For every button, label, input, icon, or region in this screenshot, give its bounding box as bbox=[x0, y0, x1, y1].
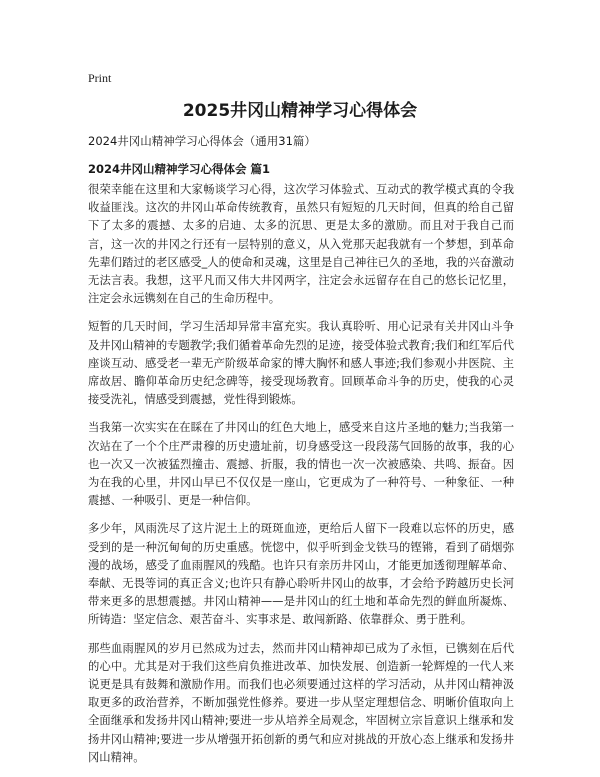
article-body bbox=[88, 181, 514, 777]
paragraph-5: 那些血雨腥风的岁月已然成为过去，然而井冈山精神却已成为了永恒，已镌刻在后代的心中。尤其是对于我们这些肩负推进改革、加快发展、创造新一轮辉煌的一代人来说更是具有鼓舞和激励作用。而我们也必须要通过这样的学习活动，从井冈山精神汲取更多的政治营养，不断加强党性修养。要进一步从坚定理想信念、明晰价值取向上全面继承和发扬井冈山精神;要进一步从培养全局观念，牢固树立宗旨意识上继承和发扬井冈山精神;要进一步从增强开拓创新的勇气和应对挑战的开放心态上继承和发扬井冈山精神。 bbox=[88, 641, 514, 764]
paragraph-2: 短暂的几天时间，学习生活却异常丰富充实。我认真聆听、用心记录有关井冈山斗争及井冈山精神的专题教学;我们循着革命先烈的足迹，接受体验式教育;我们和红军后代座谈互动、感受老一辈无产阶级革命家的博大胸怀和感人事迹;我们参观小井医院、主席故居、瞻仰革命历史纪念碑等，接受现场教育。回顾革命斗争的历史，使我的心灵接受洗礼，情感受到震撼，党性得到锻炼。 bbox=[88, 320, 514, 407]
paragraph-1: 很荣幸能在这里和大家畅谈学习心得，这次学习体验式、互动式的教学模式真的令我收益匪浅。这次的井冈山革命传统教育，虽然只有短短的几天时间，但真的给自己留下了太多的震撼、太多的启迪、太多的沉思、更是太多的激励。而且对于我自己而言，这一次的井冈之行还有一层特别的意义，从入党那天起我就有一个梦想，到革命先辈们踏过的老区感受_人的使命和灵魂，这里是自己神往已久的圣地，我的兴奋激动无法言表。我想，这平凡而又伟大井冈两字，注定会永远留存在自己的悠长记忆里，注定会永远镌刻在自己的生命历程中。 bbox=[88, 183, 514, 306]
document-title: 2025井冈山精神学习心得体会 bbox=[182, 101, 418, 121]
paragraph-3: 当我第一次实实在在睬在了井冈山的红色大地上，感受来自这片圣地的魅力;当我第一次站在了一个个庄严肃穆的历史遗址前，切身感受这一段段荡气回肠的故事，我的心也一次又一次被猛烈撞击、震撼、折服，我的情也一次一次被感染、共鸣、振奋。因为在我的心里，井冈山早已不仅仅是一座山，它更成为了一种符号、一种象征、一种震撼、一种吸引、更是一种信仰。 bbox=[88, 421, 514, 508]
print-link[interactable]: Print bbox=[88, 71, 112, 85]
document-subtitle: 2024井冈山精神学习心得体会（通用31篇） bbox=[88, 134, 316, 148]
paragraph-4: 多少年，风雨洗尽了这片泥土上的斑斑血迹，更给后人留下一段难以忘怀的历史，感受到的是一种沉甸甸的历史重感。恍惚中，似乎听到金戈铁马的铿锵，看到了硝烟弥漫的战场，感受了血雨腥风的残酷。也许只有亲历井冈山，才能更加透彻理解革命、奉献、无畏等词的真正含义;也许只有静心聆听井冈山的故事，才会给予跨越历史长河带来更多的思想震撼。井冈山精神——是井冈山的红土地和革命先烈的鲜血所凝炼、所铸造：坚定信念、艰苦奋斗、实事求是、敢闯新路、依靠群众、勇于胜利。 bbox=[88, 522, 514, 627]
section-heading: 2024井冈山精神学习心得体会 篇1 bbox=[88, 162, 271, 176]
